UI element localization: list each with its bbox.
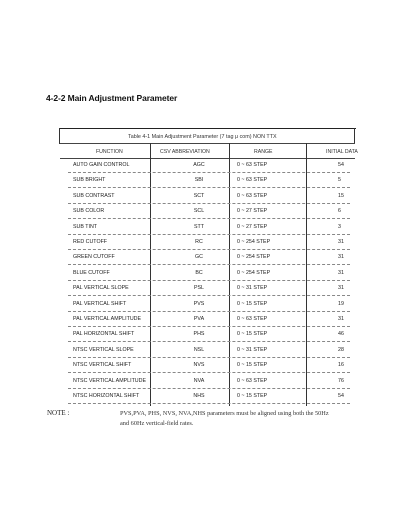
cell-abbreviation: SCL	[193, 208, 205, 215]
cell-initial-data: 31	[338, 316, 344, 322]
row-divider	[68, 372, 350, 373]
cell-abbreviation: NHS	[193, 393, 205, 399]
table-caption: Table 4-1 Main Adjustment Parameter (7 tag μ com) NON TTX	[128, 134, 277, 140]
row-divider	[68, 357, 350, 358]
cell-function: PAL VERTICAL SHIFT	[73, 300, 127, 307]
header-function: FUNCTION	[96, 149, 123, 155]
cell-abbreviation: NVS	[193, 362, 205, 369]
cell-initial-data: 31	[338, 239, 344, 245]
cell-function: SUB COLOR	[73, 208, 105, 215]
row-divider	[68, 187, 350, 188]
cell-range: 0 ~ 63 STEP	[237, 162, 268, 168]
note-label: NOTE :	[47, 409, 70, 417]
row-divider	[68, 403, 350, 404]
cell-function: GREEN CUTOFF	[73, 254, 115, 261]
cell-initial-data: 31	[338, 254, 344, 261]
table-right-rule	[354, 128, 355, 144]
cell-abbreviation: RC	[195, 239, 203, 245]
row-divider	[68, 264, 350, 265]
cell-abbreviation: BC	[195, 269, 203, 276]
cell-initial-data: 46	[338, 331, 344, 338]
row-divider	[68, 203, 350, 204]
cell-initial-data: 76	[338, 377, 344, 384]
cell-abbreviation: STT	[193, 223, 204, 230]
note-text: PVS,PVA, PHS, NVS, NVA,NHS parameters must be aligned using both the 50Hz and 60Hz vertical-field rates.	[120, 410, 329, 427]
row-divider	[68, 341, 350, 342]
cell-initial-data: 6	[338, 208, 341, 215]
cell-initial-data: 31	[338, 285, 344, 292]
cell-function: RED CUTOFF	[73, 239, 108, 245]
cell-abbreviation: PVS	[193, 300, 205, 307]
header-abbreviation: CSV ABBREVIATION	[160, 149, 210, 155]
cell-function: NTSC VERTICAL AMPLITUDE	[73, 377, 146, 384]
row-divider	[68, 249, 350, 250]
cell-initial-data: 5	[338, 177, 341, 184]
cell-initial-data: 31	[338, 269, 344, 276]
cell-abbreviation: PHS	[193, 331, 205, 338]
row-divider	[68, 311, 350, 312]
column-rule-3	[306, 143, 307, 406]
cell-abbreviation: AGC	[193, 162, 205, 168]
row-divider	[68, 326, 350, 327]
header-divider	[60, 158, 355, 159]
cell-abbreviation: SCT	[193, 192, 205, 199]
section-heading: 4-2-2 Main Adjustment Parameter	[46, 93, 178, 103]
caption-divider	[60, 143, 355, 144]
cell-function: NTSC HORIZONTAL SHIFT	[73, 393, 140, 399]
cell-abbreviation: SBI	[194, 177, 204, 184]
cell-abbreviation: PVA	[193, 316, 205, 322]
row-divider	[68, 218, 350, 219]
cell-function: AUTO GAIN CONTROL	[73, 162, 130, 168]
cell-function: PAL VERTICAL SLOPE	[73, 285, 129, 292]
row-divider	[68, 234, 350, 235]
cell-range: 0 ~ 15 STEP	[237, 300, 268, 307]
cell-initial-data: 3	[338, 223, 341, 230]
cell-function: SUB TINT	[73, 223, 98, 230]
cell-range: 0 ~ 63 STEP	[237, 192, 268, 199]
row-divider	[68, 388, 350, 389]
cell-range: 0 ~ 63 STEP	[237, 177, 268, 184]
cell-abbreviation: GC	[195, 254, 203, 261]
row-divider	[68, 172, 350, 173]
cell-initial-data: 54	[338, 162, 344, 168]
cell-range: 0 ~ 15 STEP	[237, 393, 268, 399]
cell-function: PAL HORIZONTAL SHIFT	[73, 331, 135, 338]
cell-range: 0 ~ 27 STEP	[237, 208, 268, 215]
cell-range: 0 ~ 31 STEP	[237, 285, 268, 292]
cell-initial-data: 54	[338, 393, 344, 399]
cell-function: SUB CONTRAST	[73, 192, 115, 199]
cell-range: 0 ~ 254 STEP	[237, 254, 271, 261]
header-initial-data: INITIAL DATA	[326, 149, 358, 155]
cell-range: 0 ~ 254 STEP	[237, 269, 271, 276]
cell-initial-data: 19	[338, 300, 344, 307]
cell-range: 0 ~ 31 STEP	[237, 346, 268, 353]
cell-range: 0 ~ 254 STEP	[237, 239, 271, 245]
cell-range: 0 ~ 63 STEP	[237, 316, 268, 322]
cell-initial-data: 28	[338, 346, 344, 353]
cell-abbreviation: NSL	[193, 346, 205, 353]
cell-initial-data: 15	[338, 192, 344, 199]
header-range: RANGE	[254, 149, 273, 155]
cell-function: NTSC VERTICAL SHIFT	[73, 362, 132, 369]
cell-initial-data: 16	[338, 362, 344, 369]
table-top-rule	[60, 128, 356, 129]
table-left-rule	[59, 128, 60, 144]
cell-function: BLUE CUTOFF	[73, 269, 110, 276]
column-rule-2	[229, 143, 230, 406]
row-divider	[68, 280, 350, 281]
cell-function: SUB BRIGHT	[73, 177, 106, 184]
cell-abbreviation: NVA	[193, 377, 205, 384]
cell-abbreviation: PSL	[193, 285, 204, 292]
cell-range: 0 ~ 63 STEP	[237, 377, 268, 384]
cell-range: 0 ~ 27 STEP	[237, 223, 268, 230]
cell-range: 0 ~ 15 STEP	[237, 362, 268, 369]
cell-function: NTSC VERTICAL SLOPE	[73, 346, 134, 353]
cell-range: 0 ~ 15 STEP	[237, 331, 268, 338]
cell-function: PAL VERTICAL AMPLITUDE	[73, 316, 141, 322]
column-rule-1	[150, 143, 151, 406]
row-divider	[68, 295, 350, 296]
